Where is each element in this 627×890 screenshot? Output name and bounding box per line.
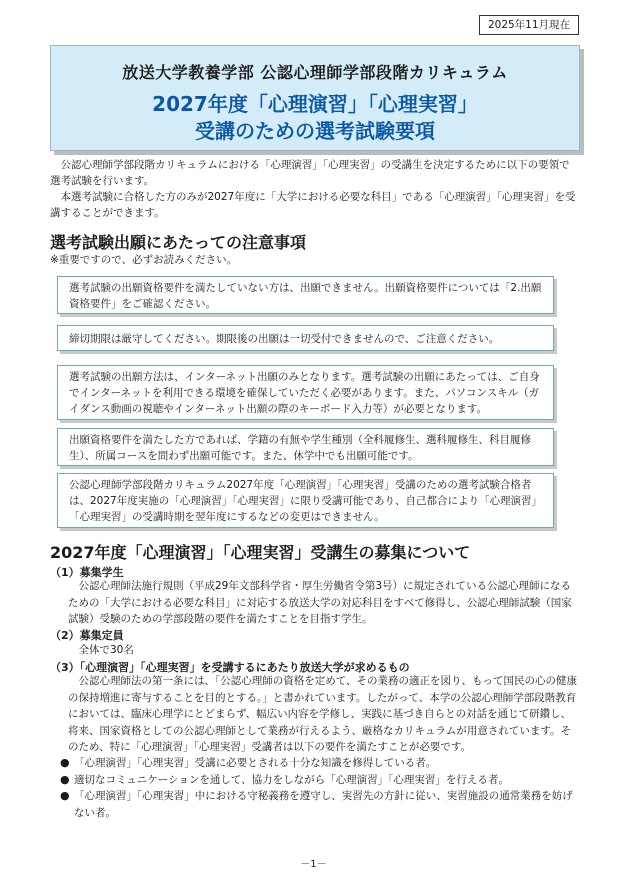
document-subtitle: 放送大学教養学部 公認心理師学部段階カリキュラム	[122, 63, 508, 82]
list-item	[60, 755, 580, 772]
list-item	[60, 772, 580, 789]
bullet-icon: ●	[60, 789, 70, 802]
intro-paragraph: 本選考試験に合格した方のみが2027年度に「大学における必要な科目」である「心理演習」「心理実習」を受講することができます。	[50, 191, 576, 219]
requirements-list	[60, 755, 580, 821]
document-title	[51, 91, 579, 145]
item-text-students	[68, 578, 578, 628]
item-text-requirements	[68, 673, 578, 756]
title-banner	[50, 45, 580, 151]
item-title-capacity: （2）募集定員	[50, 629, 124, 642]
item-title-students: （1）募集学生	[50, 566, 124, 579]
list-item-text: 「心理演習」「心理実習」中における守秘義務を遵守し、実習先の方針に従い、実習施設の通常業務を妨げない者。	[74, 790, 573, 819]
notice-box: 公認心理師学部段階カリキュラム2027年度「心理演習」「心理実習」受講のための選考試験合格者は、2027年度実施の「心理演習」「心理実習」に限り受講可能であり、自己都合により「心理演習」「心理実習」の受講時期を翌年度にするなどの変更はできません。	[57, 473, 554, 528]
intro-paragraph: 公認心理師学部段階カリキュラムにおける「心理演習」「心理実習」の受講生を決定するために以下の要領で選考試験を行います。	[50, 159, 570, 187]
important-note: ※重要ですので、必ずお読みください。	[50, 254, 238, 266]
document-title-line2: 受講のための選考試験要項	[195, 119, 435, 143]
intro-text	[50, 157, 580, 221]
notice-box: 選考試験の出願資格要件を満たしていない方は、出願できません。出願資格要件については「2.出願資格要件」をご確認ください。	[57, 276, 554, 314]
item-title-requirements: （3）「心理演習」「心理実習」を受講するにあたり放送大学が求めるもの	[50, 661, 410, 674]
notice-box: 出願資格要件を満たした方であれば、学籍の有無や学生種別（全科履修生、選科履修生、科目履修生）、所属コースを問わず出願可能です。また、休学中でも出願可能です。	[57, 428, 554, 466]
notice-box: 締切期限は厳守してください。期限後の出願は一切受付できませんので、ご注意ください。	[57, 325, 554, 351]
date-label: 2025年11月現在	[479, 15, 579, 35]
list-item-text: 「心理演習」「心理実習」受講に必要とされる十分な知識を修得している者。	[74, 757, 437, 769]
list-item	[60, 788, 580, 821]
section-title-notes: 選考試験出願にあたっての注意事項	[50, 233, 307, 252]
item-paragraph: 全体で30名	[78, 644, 134, 656]
section-title-recruitment: 2027年度「心理演習」「心理実習」受講生の募集について	[50, 543, 471, 562]
item-paragraph: 公認心理師法施行規則（平成29年文部科学省・厚生労働省令第3号）に規定されている公認心理師になるための「大学における必要な科目」に対応する放送大学の対応科目をすべて修得し、公認心理師試験（国家試験）受験のための学部段階の要件を満たすことを目指す学生。	[68, 580, 572, 625]
list-item-text: 適切なコミュニケーションを通して、協力をしながら「心理演習」「心理実習」を行える者。	[74, 773, 509, 786]
document-title-line1: 2027年度「心理演習」「心理実習」	[152, 92, 478, 116]
item-paragraph: 公認心理師法の第一条には、「公認心理師の資格を定めて、その業務の適正を図り、もって国民の心の健康の保持増進に寄与することを目的とする。」と書かれています。したがって、本学の公認心理師学部段階教育においては、臨床心理学にとどまらず、幅広い内容を学修し、実践に基づき自らとの対話を通じて研鑽し、将来、国家資格としての公認心理師として業務が行えるよう、厳格なカリキュラムが用意されています。そのため、特に「心理演習」「心理実習」受講者は以下の要件を満たすことが必要です。	[68, 675, 578, 753]
bullet-icon: ●	[60, 756, 70, 769]
item-text-capacity	[68, 642, 578, 659]
bullet-icon: ●	[60, 772, 70, 786]
page-number: －1－	[300, 859, 327, 870]
notice-box: 選考試験の出願方法は、インターネット出願のみとなります。選考試験の出願にあたっては、ご自身でインターネットを利用できる環境を確保していただく必要があります。また、パソコンスキル（ガイダンス動画の視聴やインターネット出願の際のキーボード入力等）が必要となります。	[57, 365, 554, 420]
